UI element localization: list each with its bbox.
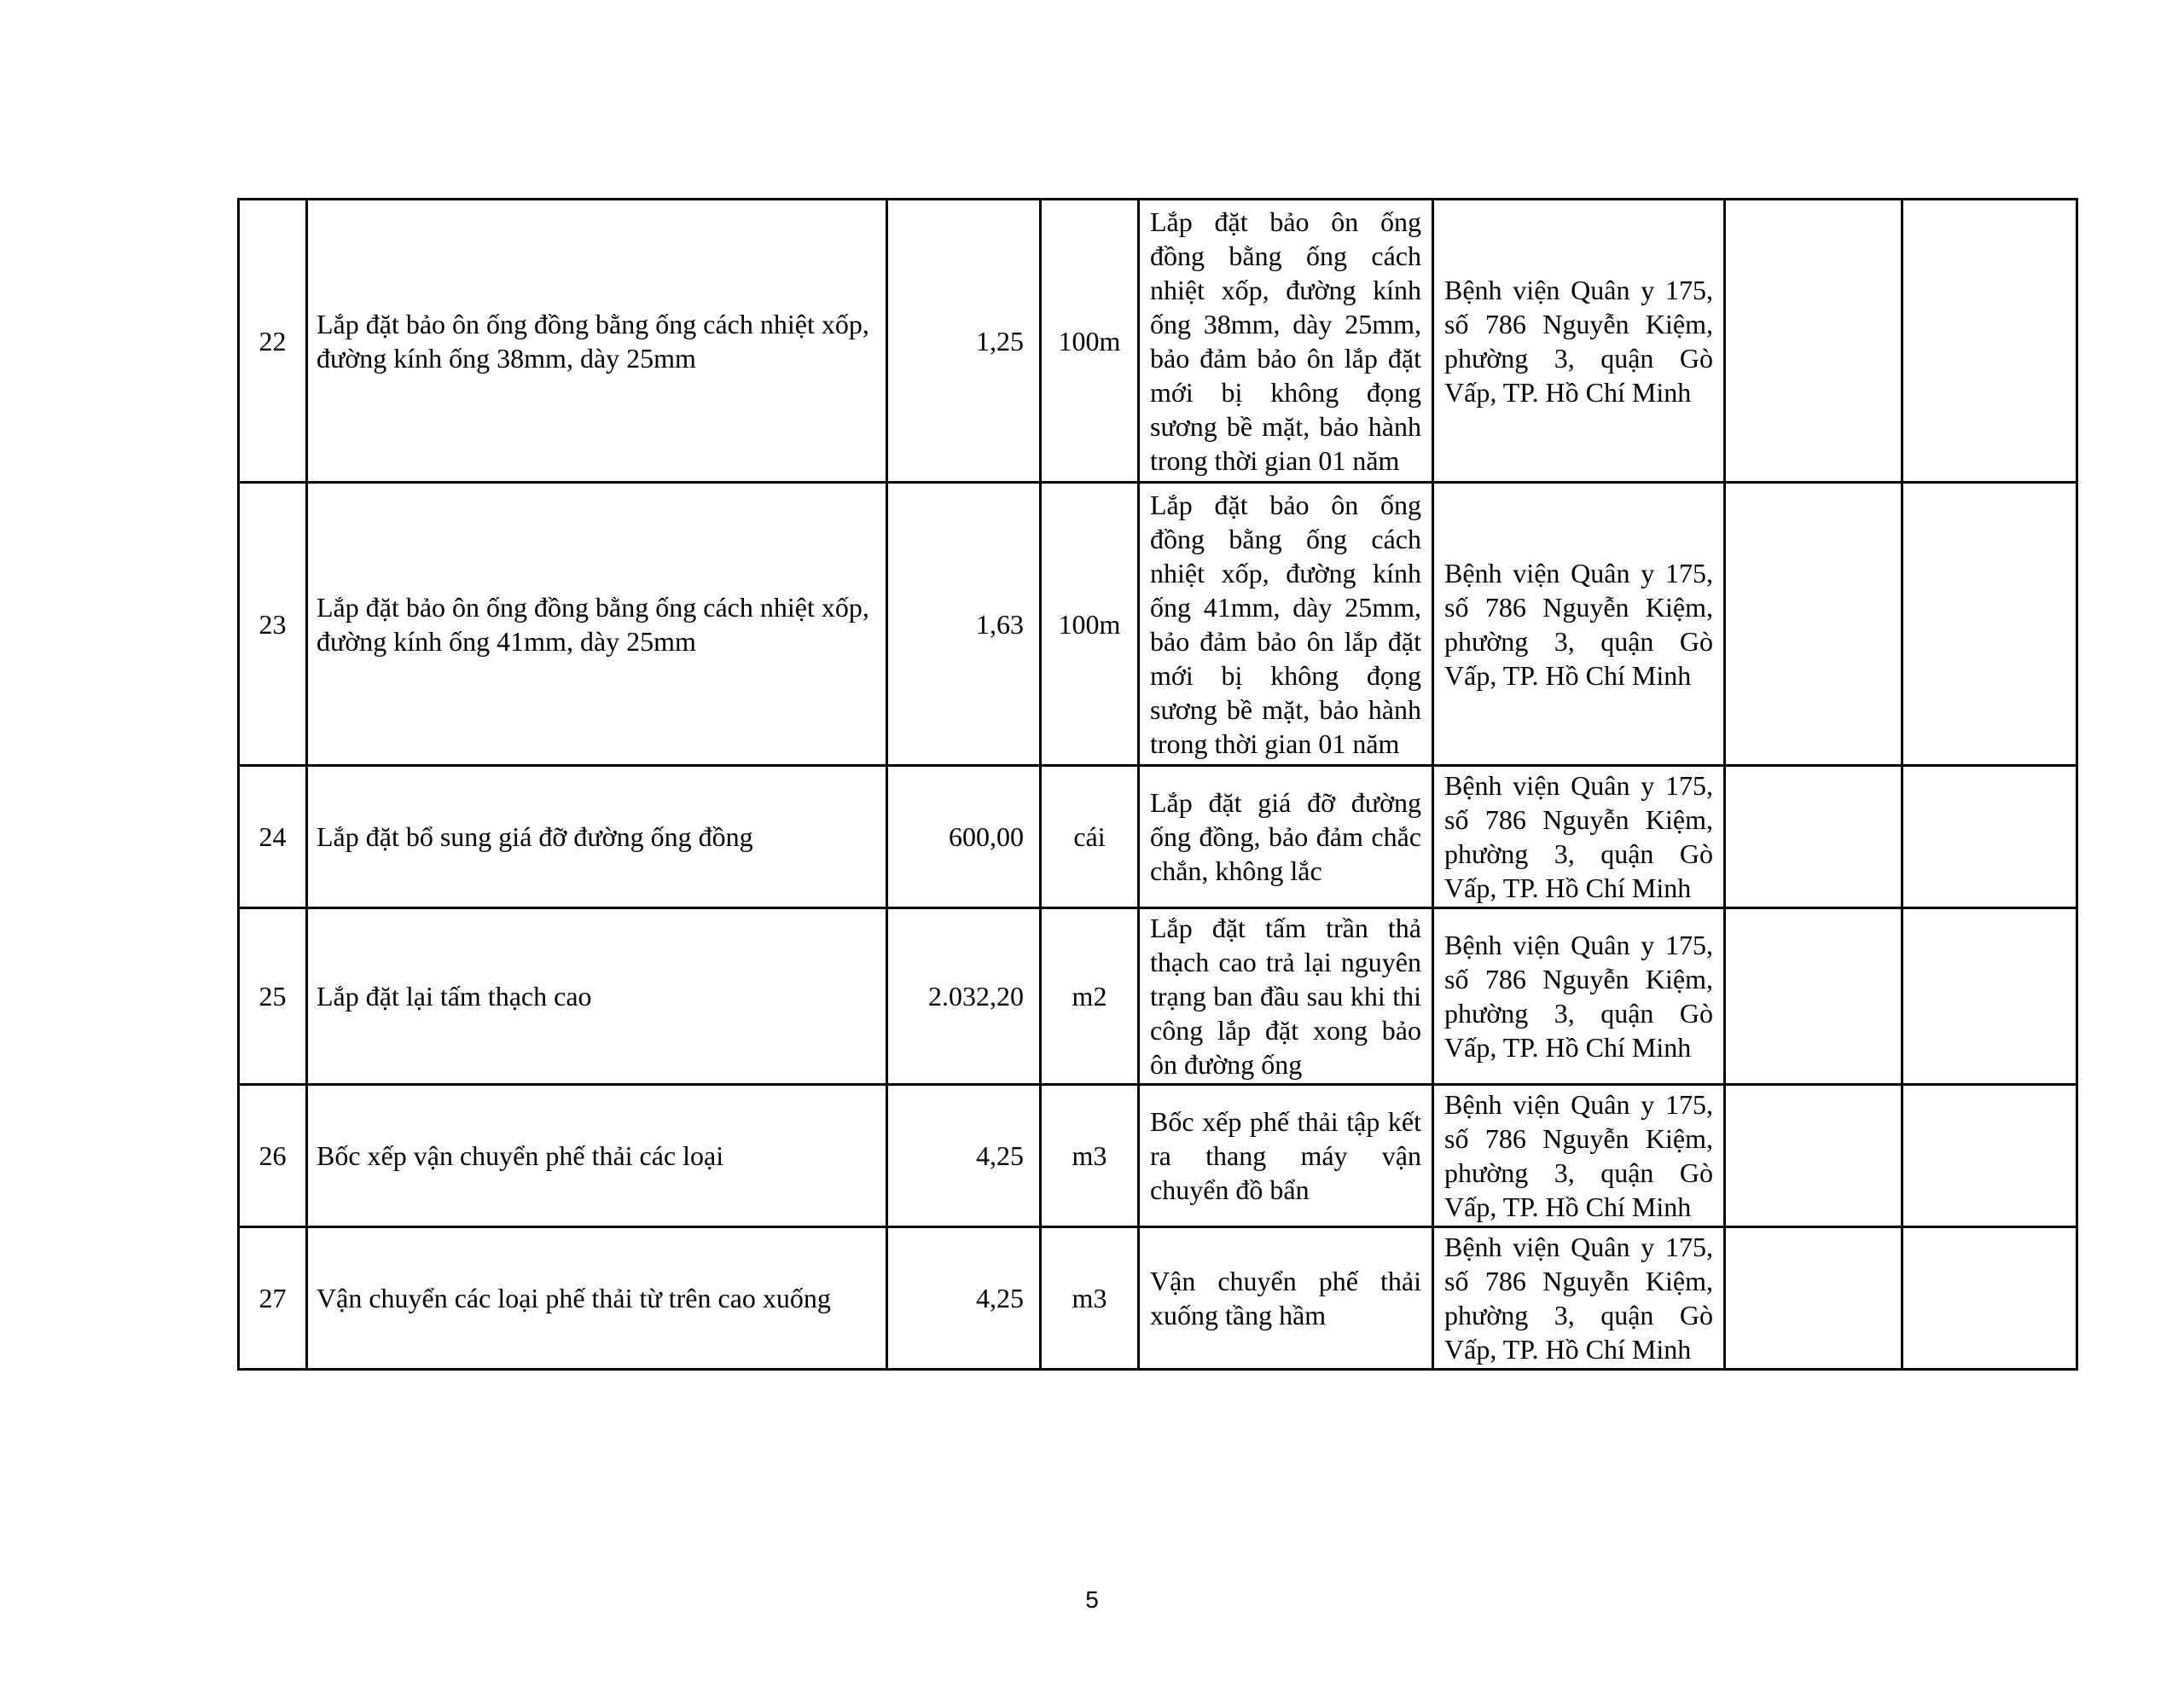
location: Bệnh viện Quân y 175, số 786 Nguyễn Kiệm, phường 3, quận Gò Vấp, TP. Hồ Chí Minh <box>1433 1227 1725 1370</box>
table-row <box>239 766 2077 908</box>
work-item-name: Lắp đặt lại tấm thạch cao <box>307 908 887 1085</box>
page-number: 5 <box>1085 1586 1099 1613</box>
empty-cell <box>1725 200 1902 483</box>
location: Bệnh viện Quân y 175, số 786 Nguyễn Kiệm, phường 3, quận Gò Vấp, TP. Hồ Chí Minh <box>1433 1085 1725 1227</box>
quantity: 1,63 <box>887 483 1041 766</box>
technical-description: Lắp đặt bảo ôn ống đồng bằng ống cách nhiệt xốp, đường kính ống 38mm, dày 25mm, bảo đảm bảo ôn lắp đặt mới bị không đọng sương bề mặt, bảo hành trong thời gian 01 năm <box>1139 200 1433 483</box>
work-item-name: Lắp đặt bổ sung giá đỡ đường ống đồng <box>307 766 887 908</box>
row-number: 22 <box>239 200 307 483</box>
location: Bệnh viện Quân y 175, số 786 Nguyễn Kiệm, phường 3, quận Gò Vấp, TP. Hồ Chí Minh <box>1433 766 1725 908</box>
technical-description: Vận chuyển phế thải xuống tầng hầm <box>1139 1227 1433 1370</box>
empty-cell <box>1725 1227 1902 1370</box>
quantity: 2.032,20 <box>887 908 1041 1085</box>
empty-cell <box>1902 1227 2077 1370</box>
row-number: 23 <box>239 483 307 766</box>
row-number: 25 <box>239 908 307 1085</box>
empty-cell <box>1902 766 2077 908</box>
row-number: 26 <box>239 1085 307 1227</box>
work-item-name: Vận chuyển các loại phế thải từ trên cao xuống <box>307 1227 887 1370</box>
empty-cell <box>1725 908 1902 1085</box>
work-item-name: Lắp đặt bảo ôn ống đồng bằng ống cách nhiệt xốp, đường kính ống 38mm, dày 25mm <box>307 200 887 483</box>
quantity: 600,00 <box>887 766 1041 908</box>
table-row <box>239 1227 2077 1370</box>
empty-cell <box>1902 200 2077 483</box>
quantity: 4,25 <box>887 1085 1041 1227</box>
technical-description: Bốc xếp phế thải tập kết ra thang máy vận chuyển đồ bẩn <box>1139 1085 1433 1227</box>
quantity: 4,25 <box>887 1227 1041 1370</box>
unit: cái <box>1041 766 1139 908</box>
table-row <box>239 483 2077 766</box>
empty-cell <box>1725 483 1902 766</box>
quantity: 1,25 <box>887 200 1041 483</box>
unit: m3 <box>1041 1085 1139 1227</box>
empty-cell <box>1725 766 1902 908</box>
unit: 100m <box>1041 483 1139 766</box>
row-number: 27 <box>239 1227 307 1370</box>
unit: m2 <box>1041 908 1139 1085</box>
location: Bệnh viện Quân y 175, số 786 Nguyễn Kiệm, phường 3, quận Gò Vấp, TP. Hồ Chí Minh <box>1433 200 1725 483</box>
table-row <box>239 1085 2077 1227</box>
empty-cell <box>1725 1085 1902 1227</box>
technical-description: Lắp đặt tấm trần thả thạch cao trả lại nguyên trạng ban đầu sau khi thi công lắp đặt xong bảo ôn đường ống <box>1139 908 1433 1085</box>
table-row <box>239 200 2077 483</box>
location: Bệnh viện Quân y 175, số 786 Nguyễn Kiệm, phường 3, quận Gò Vấp, TP. Hồ Chí Minh <box>1433 908 1725 1085</box>
work-item-name: Bốc xếp vận chuyển phế thải các loại <box>307 1085 887 1227</box>
technical-description: Lắp đặt bảo ôn ống đồng bằng ống cách nhiệt xốp, đường kính ống 41mm, dày 25mm, bảo đảm bảo ôn lắp đặt mới bị không đọng sương bề mặt, bảo hành trong thời gian 01 năm <box>1139 483 1433 766</box>
unit: 100m <box>1041 200 1139 483</box>
row-number: 24 <box>239 766 307 908</box>
empty-cell <box>1902 1085 2077 1227</box>
unit: m3 <box>1041 1227 1139 1370</box>
technical-description: Lắp đặt giá đỡ đường ống đồng, bảo đảm chắc chắn, không lắc <box>1139 766 1433 908</box>
work-items-table <box>237 198 2078 1371</box>
location: Bệnh viện Quân y 175, số 786 Nguyễn Kiệm, phường 3, quận Gò Vấp, TP. Hồ Chí Minh <box>1433 483 1725 766</box>
empty-cell <box>1902 483 2077 766</box>
empty-cell <box>1902 908 2077 1085</box>
work-item-name: Lắp đặt bảo ôn ống đồng bằng ống cách nhiệt xốp, đường kính ống 41mm, dày 25mm <box>307 483 887 766</box>
table-row <box>239 908 2077 1085</box>
